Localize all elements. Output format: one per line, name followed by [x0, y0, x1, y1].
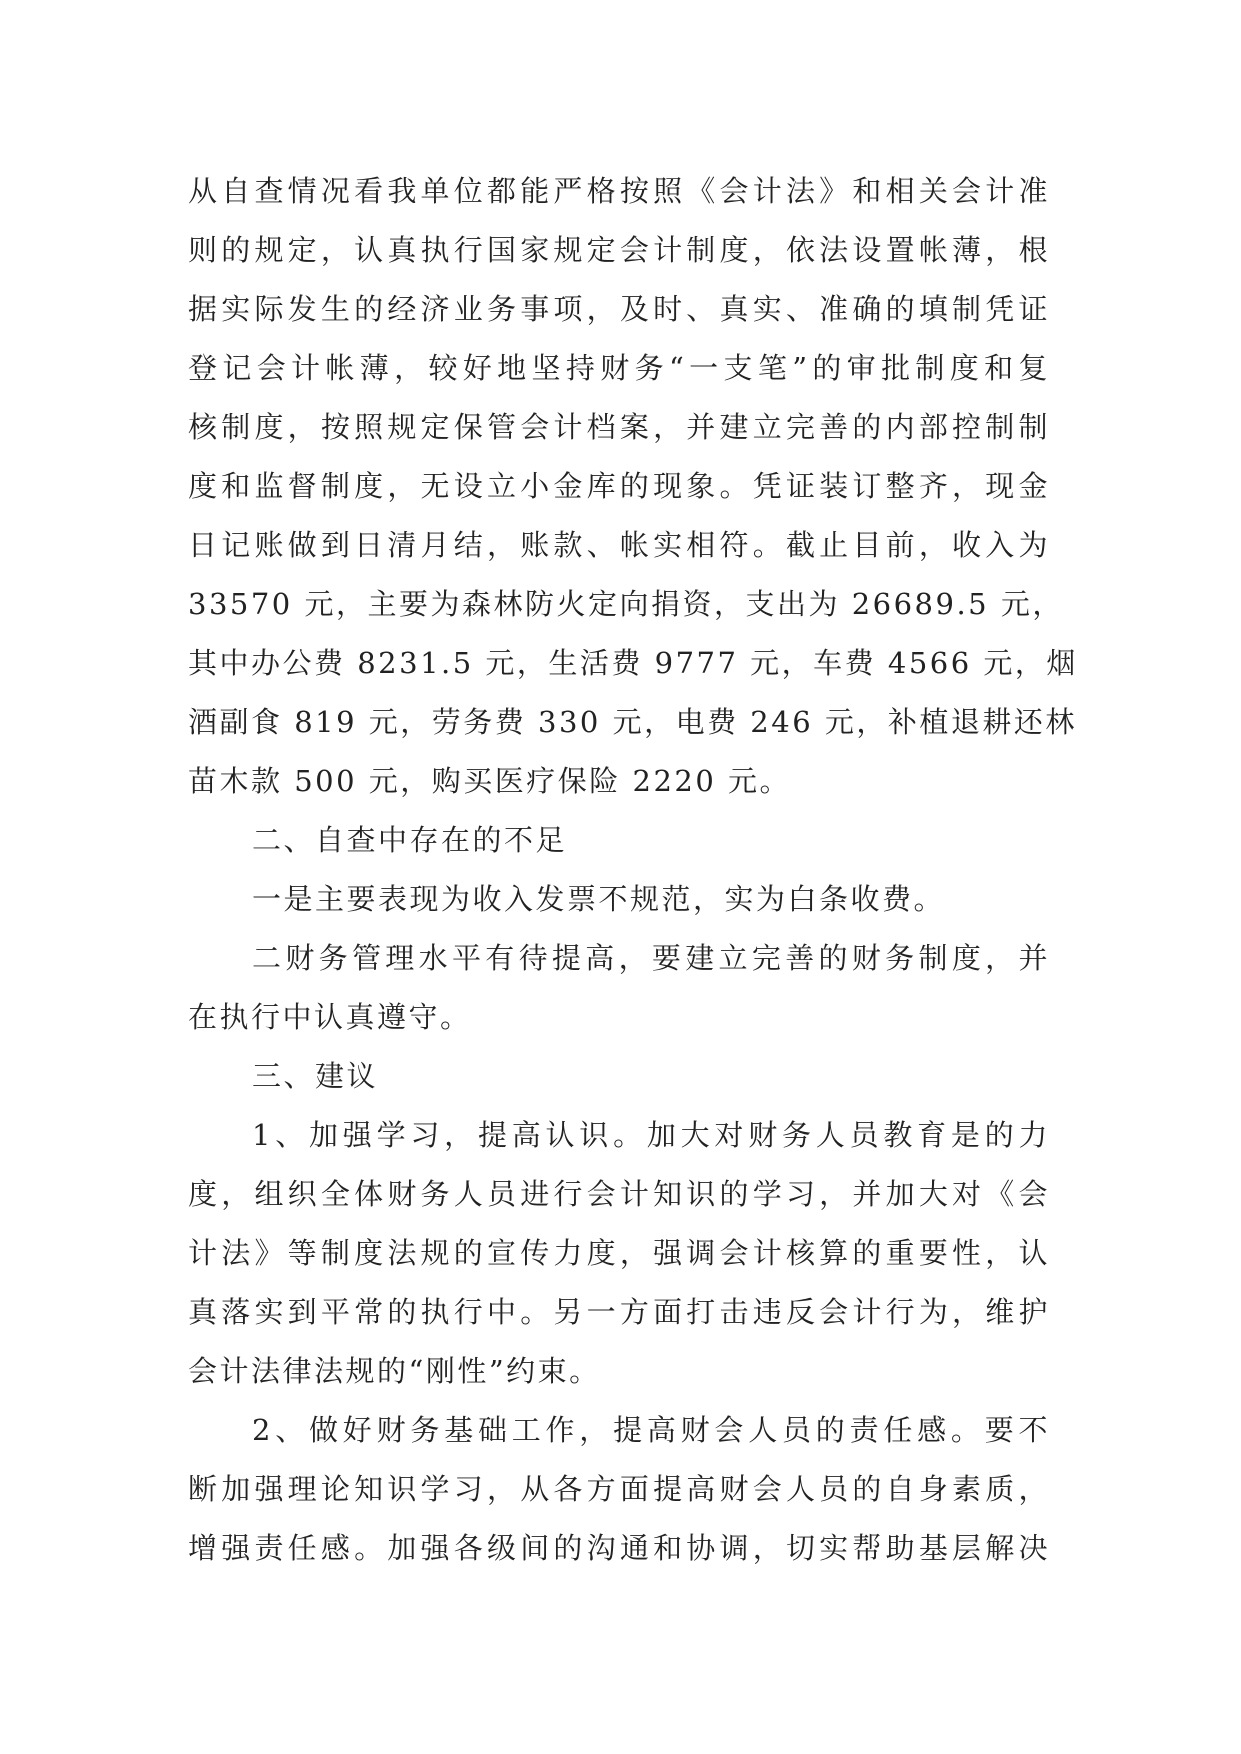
section-heading: 二、自查中存在的不足	[252, 823, 568, 857]
text-line: 日记账做到日清月结，账款、帐实相符。截止目前，收入为	[188, 528, 1050, 562]
text-line: 其中办公费 8231.5 元，生活费 9777 元，车费 4566 元，烟	[188, 646, 1078, 680]
text-line: 2、做好财务基础工作，提高财会人员的责任感。要不	[252, 1413, 1050, 1447]
text-line: 度和监督制度，无设立小金库的现象。凭证装订整齐，现金	[188, 469, 1050, 503]
document-body	[188, 162, 1078, 1578]
text-line: 登记会计帐薄，较好地坚持财务“一支笔”的审批制度和复	[188, 351, 1050, 385]
text-line: 计法》等制度法规的宣传力度，强调会计核算的重要性，认	[188, 1236, 1050, 1270]
text-line: 1、加强学习，提高认识。加大对财务人员教育是的力	[252, 1118, 1050, 1152]
text-line: 度，组织全体财务人员进行会计知识的学习，并加大对《会	[188, 1177, 1050, 1211]
text-line: 苗木款 500 元，购买医疗保险 2220 元。	[188, 764, 792, 798]
text-line: 从自查情况看我单位都能严格按照《会计法》和相关会计准	[188, 174, 1050, 208]
text-line: 二财务管理水平有待提高，要建立完善的财务制度，并	[252, 941, 1050, 975]
text-line: 一是主要表现为收入发票不规范，实为白条收费。	[252, 882, 946, 916]
text-line: 在执行中认真遵守。	[188, 1000, 472, 1034]
text-line: 断加强理论知识学习，从各方面提高财会人员的自身素质，	[188, 1472, 1050, 1506]
text-line: 33570 元，主要为森林防火定向捐资，支出为 26689.5 元，	[188, 587, 1064, 621]
text-line: 核制度，按照规定保管会计档案，并建立完善的内部控制制	[188, 410, 1050, 444]
text-line: 真落实到平常的执行中。另一方面打击违反会计行为，维护	[188, 1295, 1050, 1329]
text-line: 则的规定，认真执行国家规定会计制度，依法设置帐薄，根	[188, 233, 1050, 267]
text-line: 酒副食 819 元，劳务费 330 元，电费 246 元，补植退耕还林	[188, 705, 1077, 739]
section-heading: 三、建议	[252, 1059, 379, 1093]
text-line: 增强责任感。加强各级间的沟通和协调，切实帮助基层解决	[188, 1531, 1050, 1565]
text-line: 据实际发生的经济业务事项，及时、真实、准确的填制凭证	[188, 292, 1050, 326]
text-line: 会计法律法规的“刚性”约束。	[188, 1354, 601, 1388]
